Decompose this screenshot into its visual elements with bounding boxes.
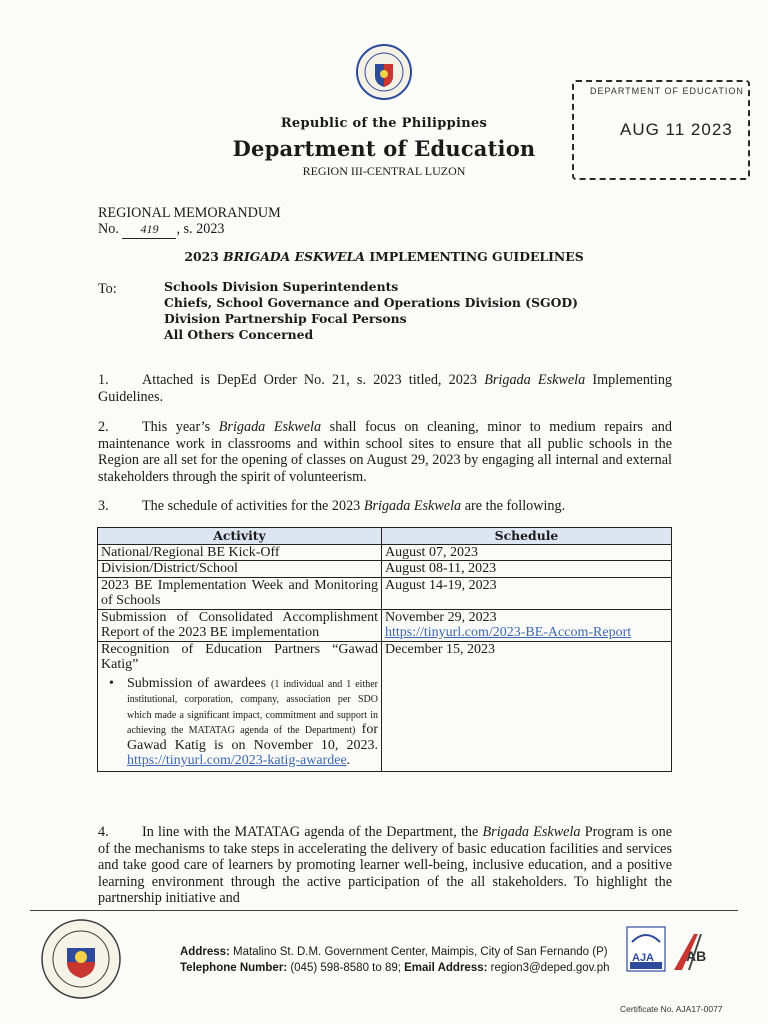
memo-title: 2023 BRIGADA ESKWELA IMPLEMENTING GUIDELINES <box>184 249 584 264</box>
paragraph-3: 3. The schedule of activities for the 2023 Brigada Eskwela are the following. <box>98 498 566 514</box>
column-header-schedule: Schedule <box>382 528 672 545</box>
schedule-table <box>97 527 672 772</box>
schedule-cell: August 07, 2023 <box>382 544 672 561</box>
awardee-note: (1 individual and 1 either institutional, corporation, company, association per SDO which made a significant impact, commitment and support in achieving the MATATAG agenda of the Department) <box>127 678 378 736</box>
ab-logo-text: AB <box>686 948 707 964</box>
certificate-number: Certificate No. AJA17-0077 <box>620 1004 723 1014</box>
region-heading: REGION III-CENTRAL LUZON <box>302 164 466 178</box>
table-row <box>98 544 672 561</box>
footer-contact: Telephone Number: (045) 598-8580 to 89; Email Address: region3@deped.gov.ph <box>180 962 610 974</box>
region-seal-icon <box>40 918 122 1000</box>
table-row <box>98 577 672 609</box>
stamp-date: AUG 11 2023 <box>620 120 733 139</box>
memo-series: , s. 2023 <box>176 221 225 237</box>
bullet-item: • Submission of awardees (1 individual and 1 either institutional, corporation, company, association per SDO which made a significant impact, commitment and support in achieving the MATATAG agenda of the Department) for Gawad Katig is on November 10, 2023. https://tinyurl.com/2023-katig-awardee. <box>101 676 378 769</box>
to-label: To: <box>98 281 117 297</box>
memo-no-prefix: No. <box>98 221 119 237</box>
recipient-item: All Others Concerned <box>164 327 314 342</box>
schedule-cell: August 14-19, 2023 <box>382 577 672 609</box>
republic-heading: Republic of the Philippines <box>280 116 488 131</box>
bullet-icon: • <box>109 675 114 691</box>
accomplishment-report-link[interactable]: https://tinyurl.com/2023-BE-Accom-Report <box>385 625 632 640</box>
table-row <box>98 641 672 771</box>
paragraph-2: 2. This year’s Brigada Eskwela shall focus on cleaning, minor to medium repairs and maintenance work in classrooms and within school sites to ensure that all public schools in the Region are all set for the opening of classes on August 29, 2023 by engaging all internal and external stakeholders through the spirit of volunteerism. <box>98 419 672 485</box>
email-address: region3@deped.gov.ph <box>487 962 610 974</box>
activity-cell <box>98 641 382 771</box>
footer-address: Address: Matalino St. D.M. Government Center, Maimpis, City of San Fernando (P) <box>180 946 608 958</box>
recipient-item: Division Partnership Focal Persons <box>164 311 407 326</box>
activity-text: Recognition of Education Partners “Gawad Katig” <box>101 641 378 672</box>
paragraph-4: 4. In line with the MATATAG agenda of the Department, the Brigada Eskwela Program is one of the mechanisms to take steps in accelerating the delivery of basic education facilities and services and take good care of learners by promoting learner well-being, inclusive education, and a positive learning environment through the active participation of the all stakeholders. To highlight the partnership initiative and <box>98 824 672 906</box>
memo-type: REGIONAL MEMORANDUM <box>98 205 281 221</box>
katig-awardee-link[interactable]: https://tinyurl.com/2023-katig-awardee <box>127 753 347 768</box>
aja-logo-text: AJA <box>632 952 655 964</box>
recipient-item: Chiefs, School Governance and Operations Division (SGOD) <box>164 295 579 310</box>
table-header-row <box>98 528 672 545</box>
paragraph-1: 1. Attached is DepEd Order No. 21, s. 2023 titled, 2023 Brigada Eskwela Implementing Guidelines. <box>98 372 673 405</box>
schedule-cell: December 15, 2023 <box>382 641 672 771</box>
deped-seal-icon <box>356 44 412 100</box>
activity-cell: National/Regional BE Kick-Off <box>98 544 382 561</box>
schedule-cell: August 08-11, 2023 <box>382 561 672 578</box>
table-row <box>98 561 672 578</box>
footer-divider <box>30 910 738 911</box>
activity-cell: Division/District/School <box>98 561 382 578</box>
column-header-activity: Activity <box>98 528 382 545</box>
activity-cell: 2023 BE Implementation Week and Monitoring of Schools <box>98 577 382 609</box>
schedule-date: November 29, 2023 <box>385 609 497 625</box>
memo-number-line <box>98 221 225 239</box>
stamp-office-text: DEPARTMENT OF EDUCATION <box>590 86 744 96</box>
activity-cell: Submission of Consolidated Accomplishment Report of the 2023 BE implementation <box>98 609 382 641</box>
recipient-list <box>164 279 578 343</box>
table-row <box>98 609 672 641</box>
department-heading: Department of Education <box>232 136 536 161</box>
schedule-cell <box>382 609 672 641</box>
title-emphasis: BRIGADA ESKWELA <box>223 249 366 264</box>
memo-number: 419 <box>122 221 176 239</box>
aja-certification-logo <box>626 926 666 972</box>
recipient-item: Schools Division Superintendents <box>164 279 399 294</box>
